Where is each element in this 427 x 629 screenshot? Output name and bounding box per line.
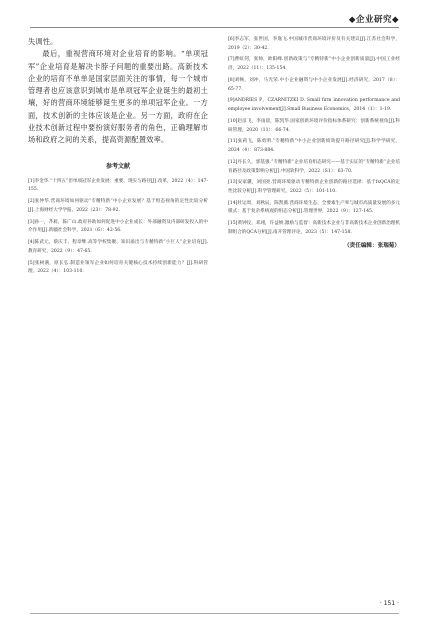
- reference-item: [11]张莉飞，陈勇明.“专精特新”中小企业创新绩效提升路径研究[J].科学学研究，2024（4）：873-884.: [228, 139, 400, 154]
- reference-item: [14]杜运周，刘秋辰，陈凯薇.营商环境生态、全要素生产率与城市高质量发展的多元模式：基于复杂系统观的组态分析[J].管理世界，2022（9）：127-145.: [228, 200, 400, 215]
- section-tag: ◆企业研究◆: [348, 15, 399, 25]
- editor-note: （责任编辑：张瑞菊）: [344, 242, 400, 249]
- page-number: · 151 ·: [379, 600, 399, 607]
- reference-item: [12]丹长久，郭基强.“专精特新”企业培育组态研究——基于实证的“专精特新”企业培育路径及政策影响分析[J].中国软科学，2022（S1）：63-70.: [228, 159, 400, 174]
- reference-item: [13]安家骥，刘国亮.营商环境驱动专精特新企业创新的路径选择：基于fsQCA的定性比较分析[J].科学管理研究，2022（5）：101-110.: [228, 180, 400, 194]
- header-rule: [30, 27, 399, 28]
- reference-item: [2]张仲华.营商环境如何驱动“专精特新”中小企业发展？基于组态视角的定性比较分析[J].上海财经大学学报，2022（23）：78-92.: [28, 199, 208, 213]
- reference-item: [5]张树满，原长弘.制造业领军企业如何培育关键核心技术持续创新能力？[J].科研管理，2022（4）：103-110.: [28, 260, 208, 275]
- body-paragraph-1: 失调性。: [28, 37, 58, 46]
- reference-item: [4]陈武元，蔡庆丰，程章继.高等学校集聚、知识溢出与专精特新“小巨人”企业培育[J].教育研究，2022（9）：47-65.: [28, 240, 208, 254]
- reference-item: [15]黄钟仪，邓翊，许益焕.激励与监督：高新技术企业与非高新技术企业创新治理机制组合的QCA分析[J].南开管理评论，2023（5）：147-158.: [228, 221, 400, 235]
- footer-rule: [30, 613, 399, 614]
- reference-item: [1]李金华.“十四五”但单项冠军企业发展：重要、现实与路径[J].改革，2022（4）：147-155.: [28, 178, 208, 193]
- body-paragraph-2: 最后，重视营商环境对企业培育的影响。“单项冠军”企业培育是解决卡脖子问题的重要出路。高新技术企业的培育不单单是国家层面关注的事情，每一个城市管理者也应该意识到城市是单项冠军企业诞生的最初土壤，好的营商环境能够诞生更多的单项冠军企业。一方面，技术创新的主体应该是企业。另一方面，政府在企业技术创新过程中要扮演好服务者的角色，正确理解市场和政府之间的关系，提高资源配置效率。: [28, 49, 208, 145]
- reference-item: [3]孙一，齐莉，陈广山.政府补助如何促进中小企业成长：外部融资及内部研发投入的中介作用[J].新疆社会科学，2021（6）：42-56.: [28, 219, 208, 234]
- right-column: [228, 36, 400, 249]
- reference-item: [8]刘畅，刘冲，马光荣.中小企业融资与中小企业发展[J].经济研究，2017（8）：65-77.: [228, 77, 400, 92]
- left-column: [28, 36, 208, 280]
- reference-item: [6]李志军，张世国，李逸飞.中国城市营商环境评价及有关建议[J].江苏社会科学，2019（2）：30-42.: [228, 37, 400, 51]
- page-header: [0, 0, 427, 40]
- reference-item: [10]赵彦飞，李雨晨，陈凯华.国家创新环境评价指标体系研究：创新系统视角[J].科研管理，2020（11）：66-74.: [228, 118, 400, 133]
- reference-item: [7]曹虹剑，张帅，欧阳峰.创新政策与“专精特新”中小企业创新质量[J].中国工业经济，2022（11）：135-154.: [228, 57, 400, 72]
- references-title: 参考文献: [105, 162, 130, 170]
- reference-item: [9]ANDRIES P，CZARNITZKI D. Small firm innovation performance and employee involvement[J].Small Business Economics，2014（1）：1-19.: [228, 98, 400, 113]
